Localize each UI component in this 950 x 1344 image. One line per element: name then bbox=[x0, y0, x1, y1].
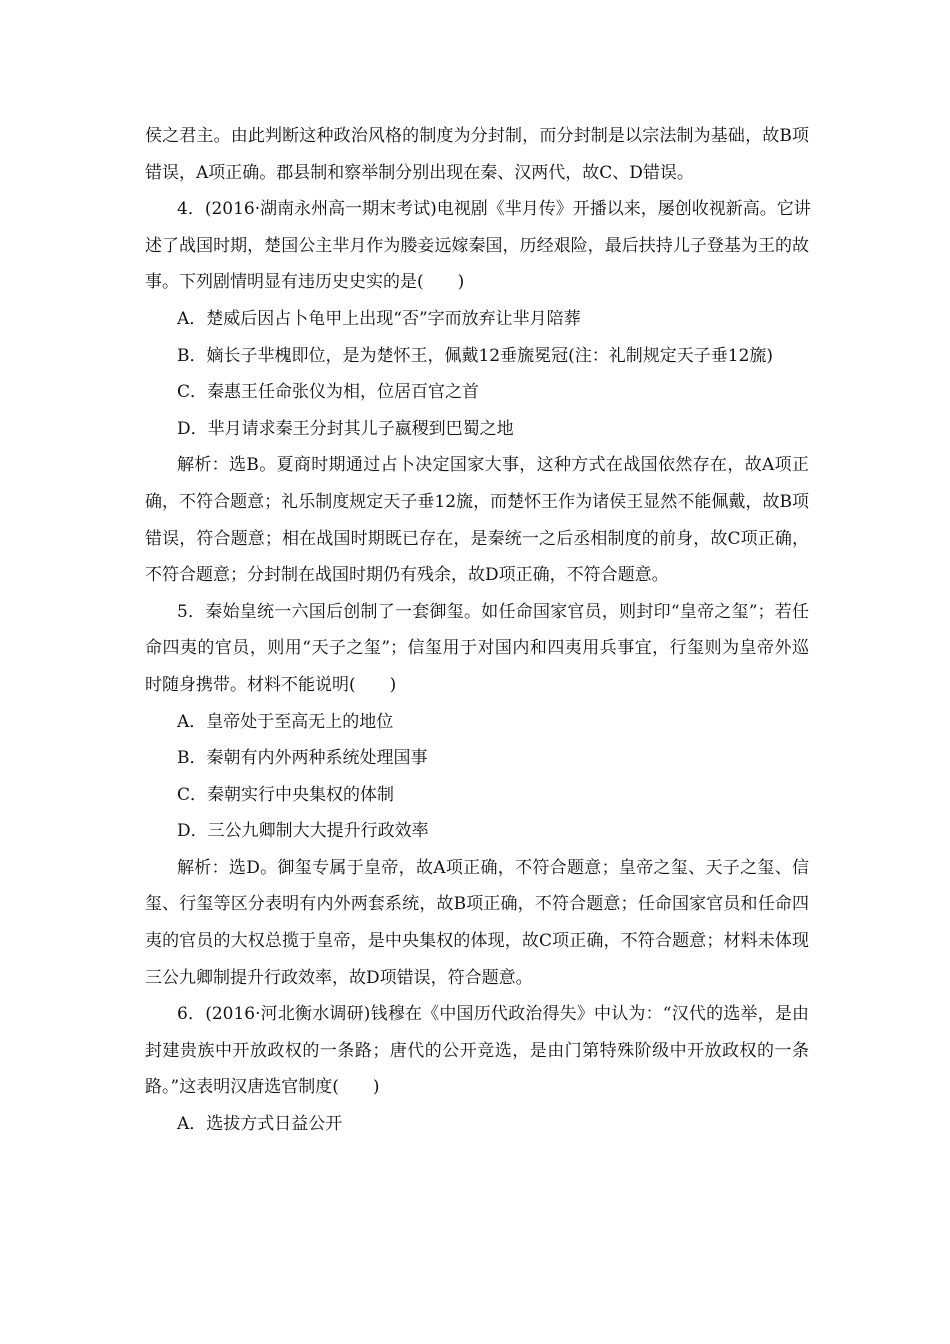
text-line: A．选拔方式日益公开 bbox=[177, 1114, 343, 1135]
document-page bbox=[145, 118, 809, 1143]
text-line: 夷的官员的大权总揽于皇帝，是中央集权的体现，故C项正确，不符合题意；材料未体现 bbox=[145, 931, 809, 952]
text-line: A．皇帝处于至高无上的地位 bbox=[177, 711, 394, 732]
text-line: 事。下列剧情明显有违历史史实的是( ) bbox=[145, 272, 465, 293]
text-line: 述了战国时期，楚国公主芈月作为媵妾远嫁秦国，历经艰险，最后扶持儿子登基为王的故 bbox=[145, 235, 809, 256]
text-line: 解析：选D。御玺专属于皇帝，故A项正确，不符合题意；皇帝之玺、天子之玺、信 bbox=[177, 857, 809, 878]
text-line: 命四夷的官员，则用“天子之玺”；信玺用于对国内和四夷用兵事宜，行玺则为皇帝外巡 bbox=[145, 638, 809, 659]
text-line: 路。”这表明汉唐选官制度( ) bbox=[145, 1077, 380, 1098]
text-line: 解析：选B。夏商时期通过占卜决定国家大事，这种方式在战国依然存在，故A项正 bbox=[177, 455, 809, 476]
text-line: B．嫡长子芈槐即位，是为楚怀王，佩戴12垂旒冕冠(注：礼制规定天子垂12旒) bbox=[177, 345, 774, 366]
text-line: 玺、行玺等区分表明有内外两套系统，故B项正确，不符合题意；任命国家官员和任命四 bbox=[145, 894, 809, 915]
text-line: D．芈月请求秦王分封其儿子嬴稷到巴蜀之地 bbox=[177, 418, 514, 439]
text-line: C．秦朝实行中央集权的体制 bbox=[177, 784, 395, 805]
text-line: 5．秦始皇统一六国后创制了一套御玺。如任命国家官员，则封印“皇帝之玺”；若任 bbox=[177, 601, 809, 622]
text-line: C．秦惠王任命张仪为相，位居百官之首 bbox=[177, 382, 480, 403]
text-line: 不符合题意；分封制在战国时期仍有残余，故D项正确，不符合题意。 bbox=[145, 565, 669, 586]
text-line: B．秦朝有内外两种系统处理国事 bbox=[177, 748, 428, 769]
text-line: 错误，A项正确。郡县制和察举制分别出现在秦、汉两代，故C、D错误。 bbox=[145, 162, 694, 183]
text-line: 确，不符合题意；礼乐制度规定天子垂12旒，而楚怀王作为诸侯王显然不能佩戴，故B项 bbox=[145, 491, 809, 512]
text-line: 6．(2016·河北衡水调研)钱穆在《中国历代政治得失》中认为：“汉代的选举，是由 bbox=[177, 1004, 809, 1025]
text-line: 时随身携带。材料不能说明( ) bbox=[145, 674, 397, 695]
text-line: 三公九卿制提升行政效率，故D项错误，符合题意。 bbox=[145, 967, 533, 988]
text-line: A．楚威后因占卜龟甲上出现“否”字而放弃让芈月陪葬 bbox=[177, 308, 581, 329]
text-line: D．三公九卿制大大提升行政效率 bbox=[177, 821, 429, 842]
text-line: 侯之君主。由此判断这种政治风格的制度为分封制，而分封制是以宗法制为基础，故B项 bbox=[145, 126, 809, 146]
text-line: 错误，符合题意；相在战国时期既已存在，是秦统一之后丞相制度的前身，故C项正确， bbox=[145, 528, 809, 549]
text-line: 4．(2016·湖南永州高一期末考试)电视剧《芈月传》开播以来，屡创收视新高。它讲 bbox=[177, 199, 811, 220]
text-line: 封建贵族中开放政权的一条路；唐代的公开竞选，是由门第特殊阶级中开放政权的一条 bbox=[145, 1040, 809, 1061]
